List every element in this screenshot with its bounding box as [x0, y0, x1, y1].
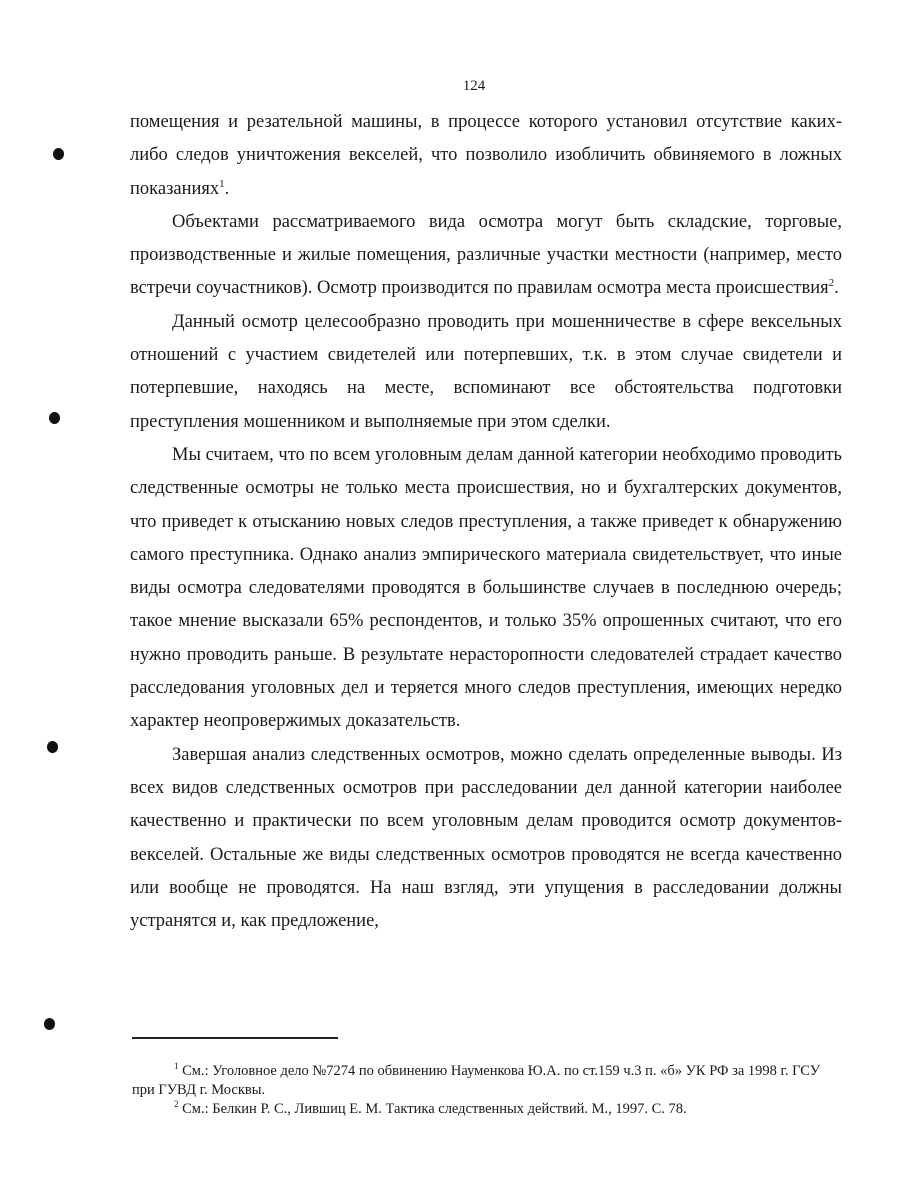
main-text [130, 106, 842, 938]
footnote-marker-1: 1 [174, 1061, 179, 1072]
paragraph-2-text: Объектами рассматриваемого вида осмотра могут быть складские, торговые, производственные и жилые помещения, различные участки местности (например, место встречи соучастников). Осмотр производится по правилам осмотра места происшествия [130, 211, 842, 299]
footnote-2-text: См.: Белкин Р. С., Лившиц Е. М. Тактика следственных действий. М., 1997. С. 78. [178, 1101, 687, 1117]
paragraph-4: Мы считаем, что по всем уголовным делам данной категории необходимо проводить следственные осмотры не только места происшествия, но и бухгалтерских документов, что приведет к отысканию новых следов преступления, а также приведет к обнаружению самого преступника. Однако анализ эмпирического материала свидетельствует, что иные виды осмотра следователями проводятся в большинстве случаев в последнюю очередь; такое мнение высказали 65% респондентов, и только 35% опрошенных считают, что его нужно проводить раньше. В результате нерасторопности следователей страдает качество расследования уголовных дел и теряется много следов преступления, имеющих нередко характер неопровержимых доказательств. [130, 444, 842, 732]
footnote-1 [132, 1062, 824, 1100]
footnotes [132, 1062, 824, 1119]
paragraph-3: Данный осмотр целесообразно проводить при мошенничестве в сфере вексельных отношений с участием свидетелей или потерпевших, т.к. в этом случае свидетели и потерпевшие, находясь на месте, вспоминают все обстоятельства подготовки преступления мошенником и выполняемые при этом сделки. [130, 311, 842, 432]
punch-hole-mark [47, 741, 58, 753]
punch-hole-mark [53, 148, 64, 160]
punch-hole-mark [44, 1018, 55, 1030]
page-number: 124 [462, 78, 486, 94]
paragraph-1-text: помещения и резательной машины, в процессе которого установил отсутствие каких-либо следов уничтожения векселей, что позволило изобличить обвиняемого в ложных показаниях [130, 112, 842, 199]
paragraph-5: Завершая анализ следственных осмотров, можно сделать определенные выводы. Из всех видов следственных осмотров при расследовании дел данной категории наиболее качественно и практически по всем уголовным делам проводится осмотр документов-векселей. Остальные же виды следственных осмотров проводятся не всегда качественно или вообще не проводятся. На наш взгляд, эти упущения в расследовании должны устранятся и, как предложение, [130, 744, 842, 932]
paragraph-1-tail: . [224, 178, 230, 199]
footnote-separator [132, 1037, 338, 1039]
paragraph-2-tail: . [834, 278, 839, 299]
footnote-ref-1: 1 [219, 177, 225, 190]
paragraph-2 [130, 206, 842, 306]
punch-hole-mark [49, 412, 60, 424]
footnote-marker-2: 2 [174, 1099, 179, 1110]
footnote-2 [132, 1100, 824, 1119]
footnote-1-text: См.: Уголовное дело №7274 по обвинению Науменкова Ю.А. по ст.159 ч.3 п. «б» УК РФ за 1998 г. ГСУ при ГУВД г. Москвы. [132, 1063, 821, 1098]
footnote-ref-2: 2 [828, 277, 835, 290]
paragraph-1 [130, 106, 842, 206]
